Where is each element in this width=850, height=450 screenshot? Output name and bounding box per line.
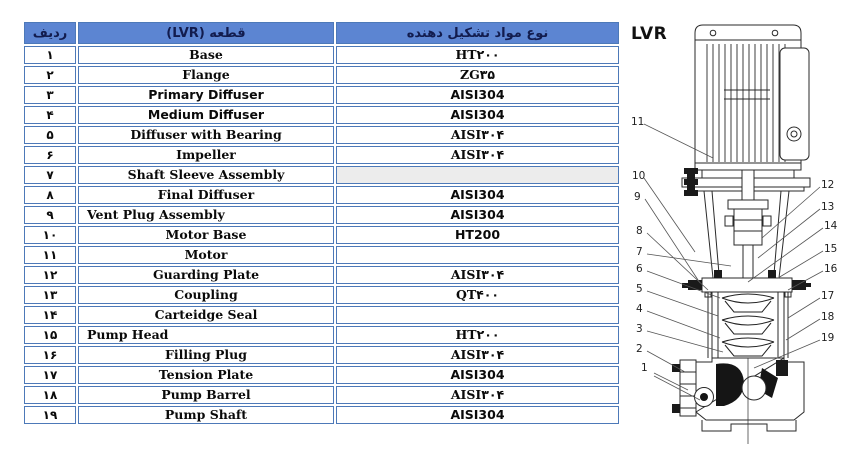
row-number-cell: ۳ <box>24 86 76 104</box>
callout-label: 18 <box>821 311 835 323</box>
row-number-cell: ۱۶ <box>24 346 76 364</box>
callout-label: 16 <box>824 263 838 275</box>
motor-bolt-icon <box>710 30 716 36</box>
callout-label: 7 <box>636 246 643 258</box>
table-row <box>24 346 619 364</box>
callout-label: 6 <box>636 263 643 275</box>
material-cell: AISI۳۰۴ <box>336 346 619 364</box>
material-cell: AISI304 <box>336 106 619 124</box>
row-number-cell: ۱ <box>24 46 76 64</box>
part-name-cell: Base <box>78 46 334 64</box>
row-number-cell: ۱۱ <box>24 246 76 264</box>
coupling <box>725 200 771 245</box>
row-number-cell: ۱۰ <box>24 226 76 244</box>
row-number-cell: ۱۹ <box>24 406 76 424</box>
callout-label: 3 <box>636 323 643 335</box>
table-row <box>24 206 619 224</box>
row-number-cell: ۱۷ <box>24 366 76 384</box>
row-number-cell: ۲ <box>24 66 76 84</box>
header-cell-material: نوع مواد تشکیل دهنده <box>336 22 619 44</box>
row-number-cell: ۷ <box>24 166 76 184</box>
part-name-cell: Impeller <box>78 146 334 164</box>
callout-label: 14 <box>824 220 838 232</box>
diagram-title: LVR <box>631 24 668 44</box>
material-cell: AISI304 <box>336 406 619 424</box>
callout-label: 17 <box>821 290 835 302</box>
part-name-cell: Diffuser with Bearing <box>78 126 334 144</box>
part-name-cell: Motor <box>78 246 334 264</box>
flange-bolts <box>684 168 698 196</box>
material-cell: AISI۳۰۴ <box>336 266 619 284</box>
material-cell: QT۴۰۰ <box>336 286 619 304</box>
callout-label: 9 <box>634 191 641 203</box>
table-row <box>24 306 619 324</box>
table-row <box>24 326 619 344</box>
part-name-cell: Carteidge Seal <box>78 306 334 324</box>
part-name-cell: Medium Diffuser <box>78 106 334 124</box>
pump-cross-section-drawing <box>628 0 850 450</box>
table-row <box>24 226 619 244</box>
motor-bolt-icon <box>772 30 778 36</box>
material-cell: AISI304 <box>336 206 619 224</box>
parts-table-body <box>24 46 619 424</box>
pump-head <box>702 278 792 292</box>
callout-label: 15 <box>824 243 838 255</box>
material-cell: HT۲۰۰ <box>336 326 619 344</box>
table-row <box>24 126 619 144</box>
row-number-cell: ۶ <box>24 146 76 164</box>
part-name-cell: Filling Plug <box>78 346 334 364</box>
row-number-cell: ۱۵ <box>24 326 76 344</box>
table-row <box>24 106 619 124</box>
table-row <box>24 166 619 184</box>
row-number-cell: ۴ <box>24 106 76 124</box>
material-cell: HT200 <box>336 226 619 244</box>
table-row <box>24 186 619 204</box>
header-cell-row-number: ردیف <box>24 22 76 44</box>
callout-label: 12 <box>821 179 835 191</box>
row-number-cell: ۱۸ <box>24 386 76 404</box>
table-row <box>24 366 619 384</box>
callout-label: 1 <box>641 362 648 374</box>
row-number-cell: ۱۲ <box>24 266 76 284</box>
table-header-row <box>24 22 619 44</box>
table-row <box>24 406 619 424</box>
callout-label: 4 <box>636 303 643 315</box>
table-row <box>24 266 619 284</box>
row-number-cell: ۸ <box>24 186 76 204</box>
callout-label: 13 <box>821 201 835 213</box>
table-row <box>24 146 619 164</box>
callout-leader-lines <box>644 124 823 400</box>
material-cell: AISI۳۰۴ <box>336 126 619 144</box>
callout-label: 8 <box>636 225 643 237</box>
part-name-cell: Pump Shaft <box>78 406 334 424</box>
material-cell <box>336 306 619 324</box>
material-cell: AISI304 <box>336 366 619 384</box>
row-number-cell: ۱۴ <box>24 306 76 324</box>
table-row <box>24 286 619 304</box>
parts-table <box>22 20 621 426</box>
callout-label: 19 <box>821 332 835 344</box>
material-cell: HT۲۰۰ <box>336 46 619 64</box>
part-name-cell: Pump Barrel <box>78 386 334 404</box>
material-cell: AISI304 <box>336 186 619 204</box>
terminal-box <box>780 48 809 160</box>
table-row <box>24 86 619 104</box>
callout-label: 5 <box>636 283 643 295</box>
row-number-cell: ۱۳ <box>24 286 76 304</box>
material-cell: AISI304 <box>336 86 619 104</box>
row-number-cell: ۹ <box>24 206 76 224</box>
part-name-cell: Pump Head <box>78 326 334 344</box>
part-name-cell: Motor Base <box>78 226 334 244</box>
row-number-cell: ۵ <box>24 126 76 144</box>
material-cell <box>336 246 619 264</box>
header-cell-part: قطعه (LVR) <box>78 22 334 44</box>
material-cell: AISI۳۰۴ <box>336 386 619 404</box>
table-row <box>24 386 619 404</box>
part-name-cell: Flange <box>78 66 334 84</box>
table-row <box>24 46 619 64</box>
part-name-cell: Vent Plug Assembly <box>78 206 334 224</box>
pump-diagram <box>628 0 850 450</box>
callout-label: 11 <box>631 116 645 128</box>
part-name-cell: Tension Plate <box>78 366 334 384</box>
material-cell: ZG۳۵ <box>336 66 619 84</box>
callout-label: 10 <box>632 170 646 182</box>
material-cell <box>336 166 619 184</box>
motor-fins <box>707 44 785 162</box>
part-name-cell: Coupling <box>78 286 334 304</box>
part-name-cell: Guarding Plate <box>78 266 334 284</box>
part-name-cell: Final Diffuser <box>78 186 334 204</box>
part-name-cell: Primary Diffuser <box>78 86 334 104</box>
material-cell: AISI۳۰۴ <box>336 146 619 164</box>
table-row <box>24 246 619 264</box>
table-row <box>24 66 619 84</box>
part-name-cell: Shaft Sleeve Assembly <box>78 166 334 184</box>
callout-label: 2 <box>636 343 643 355</box>
